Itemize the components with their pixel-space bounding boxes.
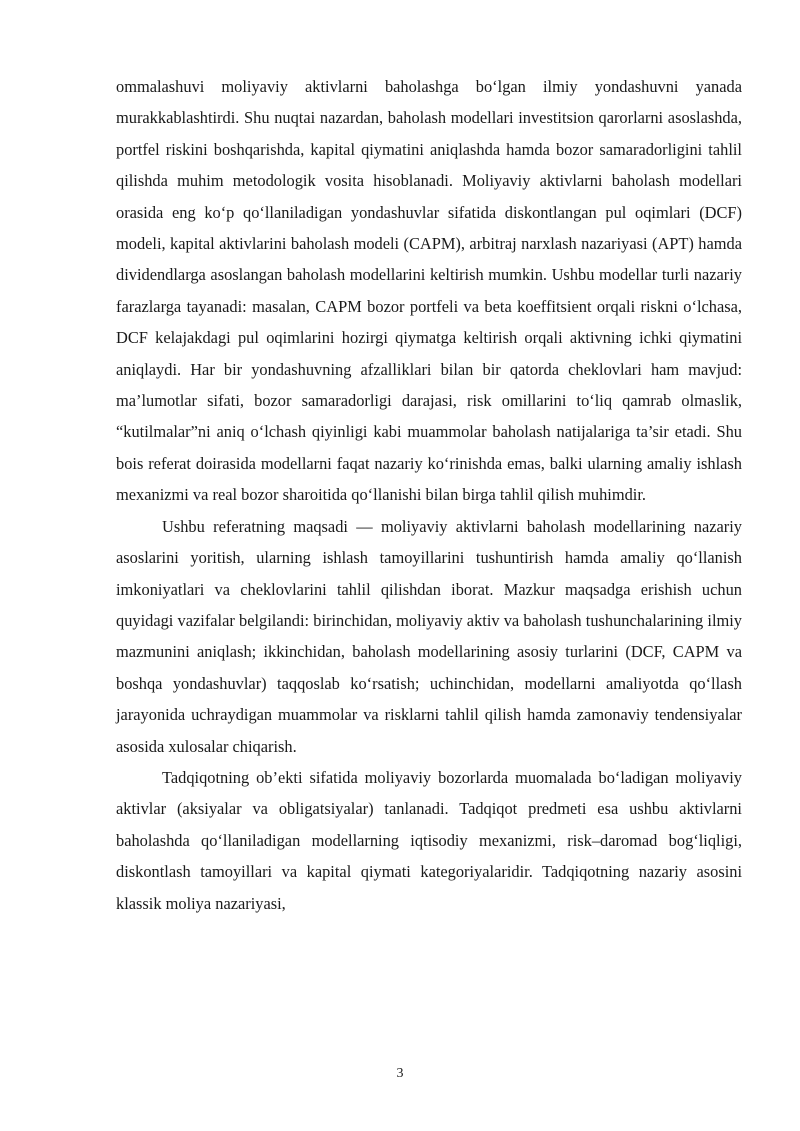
paragraph-1: ommalashuvi moliyaviy aktivlarni baholashga bo‘lgan ilmiy yondashuvni yanada murakkablashtirdi. Shu nuqtai nazardan, baholash modellari investitsion qarorlarni asoslashda, portfel riskini boshqarishda, kapital qiymatini aniqlashda hamda bozor samaradorligini tahlil qilishda muhim metodologik vosita hisoblanadi. Moliyaviy aktivlarni baholash modellari orasida eng ko‘p qo‘llaniladigan yondashuvlar sifatida diskontlangan pul oqimlari (DCF) modeli, kapital aktivlarini baholash modeli (CAPM), arbitraj narxlash nazariyasi (APT) hamda dividendlarga asoslangan baholash modellarini keltirish mumkin. Ushbu modellar turli nazariy farazlarga tayanadi: masalan, CAPM bozor portfeli va beta koeffitsient orqali riskni o‘lchasa, DCF kelajakdagi pul oqimlarini hozirgi qiymatga keltirish orqali aktivning ichki qiymatini aniqlaydi. Har bir yondashuvning afzalliklari bilan bir qatorda cheklovlari ham mavjud: ma’lumotlar sifati, bozor samaradorligi darajasi, risk omillarini to‘liq qamrab olmaslik, “kutilmalar”ni aniq o‘lchash qiyinligi kabi muammolar baholash natijalariga ta’sir etadi. Shu bois referat doirasida modellarni faqat nazariy ko‘rinishda emas, balki ularning amaliy ishlash mexanizmi va real bozor sharoitida qo‘llanishi bilan birga tahlil qilish muhimdir. [116,77,742,505]
body-text [116,71,742,919]
paragraph-2: Ushbu referatning maqsadi — moliyaviy aktivlarni baholash modellarining nazariy asoslarini yoritish, ularning ishlash tamoyillarini tushuntirish hamda amaliy qo‘llanish imkoniyatlari va cheklovlarini tahlil qilishdan iborat. Mazkur maqsadga erishish uchun quyidagi vazifalar belgilandi: birinchidan, moliyaviy aktiv va baholash tushunchalarining ilmiy mazmunini aniqlash; ikkinchidan, baholash modellarining asosiy turlarini (DCF, CAPM va boshqa yondashuvlar) taqqoslab ko‘rsatish; uchinchidan, modellarni amaliyotda qo‘llash jarayonida uchraydigan muammolar va risklarni tahlil qilish hamda zamonaviy tendensiyalar asosida xulosalar chiqarish. [116,516,742,756]
page-number: 3 [396,1066,404,1081]
paragraph-3: Tadqiqotning ob’ekti sifatida moliyaviy bozorlarda muomalada bo‘ladigan moliyaviy aktivlar (aksiyalar va obligatsiyalar) tanlanadi. Tadqiqot predmeti esa ushbu aktivlarni baholashda qo‘llaniladigan modellarning iqtisodiy mexanizmi, risk–daromad bog‘liqligi, diskontlash tamoyillari va kapital qiymati kategoriyalaridir. Tadqiqotning nazariy asosini klassik moliya nazariyasi, [116,767,742,913]
